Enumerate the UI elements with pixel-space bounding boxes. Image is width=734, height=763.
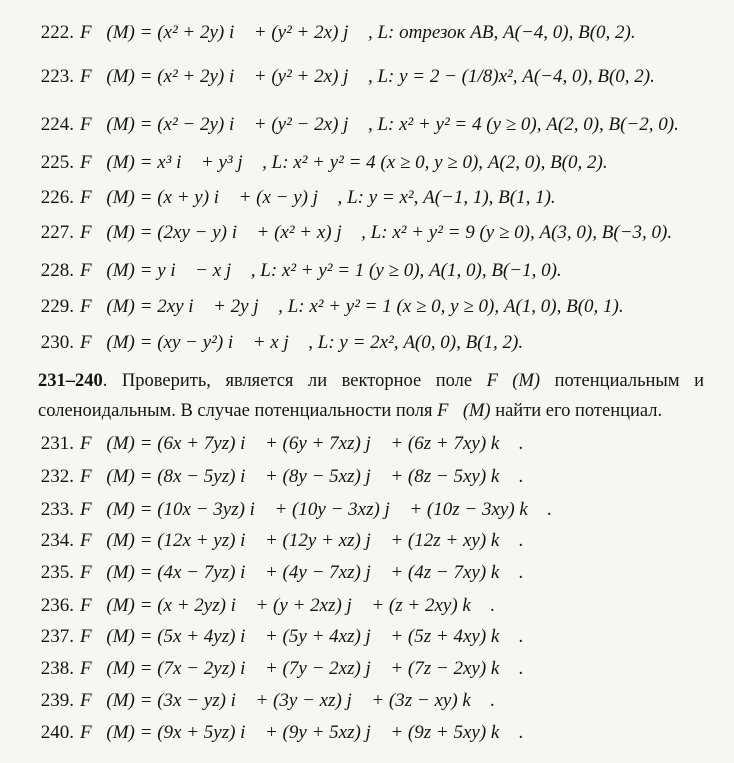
problem-row <box>0 290 734 324</box>
problem-formula: F⃗(M) = (9x + 5yz) i⃗ + (9y + 5xz) j⃗ + (9z + 5xy) k⃗ . <box>80 722 524 743</box>
problem-row <box>0 460 734 494</box>
problem-number: 230. <box>40 332 74 353</box>
problem-row <box>0 589 734 623</box>
problem-number: 236. <box>40 595 74 616</box>
problem-curve: L: отрезок AB, <box>377 22 499 43</box>
problem-row <box>0 181 734 215</box>
problem-number: 237. <box>40 626 74 647</box>
problem-formula: F⃗(M) = (3x − yz) i⃗ + (3y − xz) j⃗ + (3z − xy) k⃗ . <box>80 690 496 711</box>
problem-number: 224. <box>40 114 74 135</box>
problem-points: A(−4, 0), B(0, 2). <box>522 66 655 87</box>
problem-row <box>0 216 734 250</box>
problem-curve: L: y = 2 − (1/8)x², <box>377 66 518 87</box>
problem-formula: F⃗(M) = (5x + 4yz) i⃗ + (5y + 4xz) j⃗ + (5z + 4xy) k⃗ . <box>80 626 524 647</box>
problem-number: 239. <box>40 690 74 711</box>
problem-number: 222. <box>40 22 74 43</box>
problem-points: A(1, 0), B(0, 1). <box>503 296 624 317</box>
problem-points: A(2, 0), B(−2, 0). <box>546 114 679 135</box>
problem-row <box>0 254 734 288</box>
problem-number: 223. <box>40 66 74 87</box>
problem-curve: L: y = 2x², <box>317 332 399 353</box>
problem-row <box>0 16 734 50</box>
problem-points: A(−1, 1), B(1, 1). <box>423 187 556 208</box>
problem-number: 228. <box>40 260 74 281</box>
problem-number: 226. <box>40 187 74 208</box>
problem-points: A(0, 0), B(1, 2). <box>403 332 524 353</box>
problem-number: 227. <box>40 222 74 243</box>
problem-curve: L: x² + y² = 1 (x ≥ 0, y ≥ 0), <box>287 296 500 317</box>
problem-number: 225. <box>40 152 74 173</box>
section-text-2: потенциальным и соленоидальным. В случае потенциальности поля <box>38 371 704 421</box>
section-text-3: найти его потенциал. <box>490 401 663 421</box>
section-field: F⃗(M) <box>486 371 541 391</box>
problem-formula: F⃗(M) = (8x − 5yz) i⃗ + (8y − 5xz) j⃗ + (8z − 5xy) k⃗ . <box>80 466 524 487</box>
problem-points: A(1, 0), B(−1, 0). <box>429 260 562 281</box>
problem-formula: F⃗(M) = y i⃗ − x j⃗ , <box>80 260 256 281</box>
problem-formula: F⃗(M) = (12x + yz) i⃗ + (12y + xz) j⃗ + (12z + xy) k⃗ . <box>80 530 524 551</box>
problem-number: 229. <box>40 296 74 317</box>
problem-row <box>0 427 734 461</box>
problem-formula: F⃗(M) = (x² + 2y) i⃗ + (y² + 2x) j⃗ , <box>80 66 373 87</box>
problem-row <box>0 60 734 94</box>
problem-curve: L: x² + y² = 4 (x ≥ 0, y ≥ 0), <box>271 152 484 173</box>
problem-number: 238. <box>40 658 74 679</box>
problem-row <box>0 620 734 654</box>
problem-row <box>0 652 734 686</box>
problem-formula: F⃗(M) = (xy − y²) i⃗ + x j⃗ , <box>80 332 314 353</box>
problem-row <box>0 146 734 180</box>
problem-curve: L: y = x², <box>347 187 419 208</box>
problem-formula: F⃗(M) = (x + 2yz) i⃗ + (y + 2xz) j⃗ + (z + 2xy) k⃗ . <box>80 595 496 616</box>
problem-points: A(2, 0), B(0, 2). <box>487 152 608 173</box>
problem-row <box>0 108 734 142</box>
problem-formula: F⃗(M) = (4x − 7yz) i⃗ + (4y − 7xz) j⃗ + (4z − 7xy) k⃗ . <box>80 562 524 583</box>
problem-formula: F⃗(M) = (7x − 2yz) i⃗ + (7y − 2xz) j⃗ + (7z − 2xy) k⃗ . <box>80 658 524 679</box>
problem-number: 232. <box>40 466 74 487</box>
problem-curve: L: x² + y² = 1 (y ≥ 0), <box>260 260 425 281</box>
problem-row <box>0 326 734 360</box>
problem-formula: F⃗(M) = (10x − 3yz) i⃗ + (10y − 3xz) j⃗ + (10z − 3xy) k⃗ . <box>80 499 553 520</box>
problem-curve: L: x² + y² = 9 (y ≥ 0), <box>370 222 535 243</box>
problem-formula: F⃗(M) = x³ i⃗ + y³ j⃗ , <box>80 152 267 173</box>
section-field-2: F⃗(M) <box>437 401 491 421</box>
problem-row <box>0 716 734 750</box>
problem-formula: F⃗(M) = (x + y) i⃗ + (x − y) j⃗ , <box>80 187 343 208</box>
section-text-1: . Проверить, является ли векторное поле <box>102 371 487 391</box>
problem-row <box>0 493 734 527</box>
problem-formula: F⃗(M) = (2xy − y) i⃗ + (x² + x) j⃗ , <box>80 222 366 243</box>
problem-number: 231. <box>40 433 74 454</box>
problem-curve: L: x² + y² = 4 (y ≥ 0), <box>377 114 542 135</box>
problem-formula: F⃗(M) = 2xy i⃗ + 2y j⃗ , <box>80 296 283 317</box>
problem-number: 234. <box>40 530 74 551</box>
problem-formula: F⃗(M) = (6x + 7yz) i⃗ + (6y + 7xz) j⃗ + (6z + 7xy) k⃗ . <box>80 433 524 454</box>
problem-row <box>0 556 734 590</box>
section-heading <box>38 366 704 426</box>
problem-number: 233. <box>40 499 74 520</box>
problem-formula: F⃗(M) = (x² − 2y) i⃗ + (y² − 2x) j⃗ , <box>80 114 373 135</box>
problem-number: 240. <box>40 722 74 743</box>
problem-number: 235. <box>40 562 74 583</box>
section-range: 231–240 <box>38 371 103 391</box>
problem-row <box>0 684 734 718</box>
problem-points: A(3, 0), B(−3, 0). <box>539 222 673 243</box>
problem-points: A(−4, 0), B(0, 2). <box>503 22 636 43</box>
problem-formula: F⃗(M) = (x² + 2y) i⃗ + (y² + 2x) j⃗ , <box>80 22 373 43</box>
problem-row <box>0 524 734 558</box>
